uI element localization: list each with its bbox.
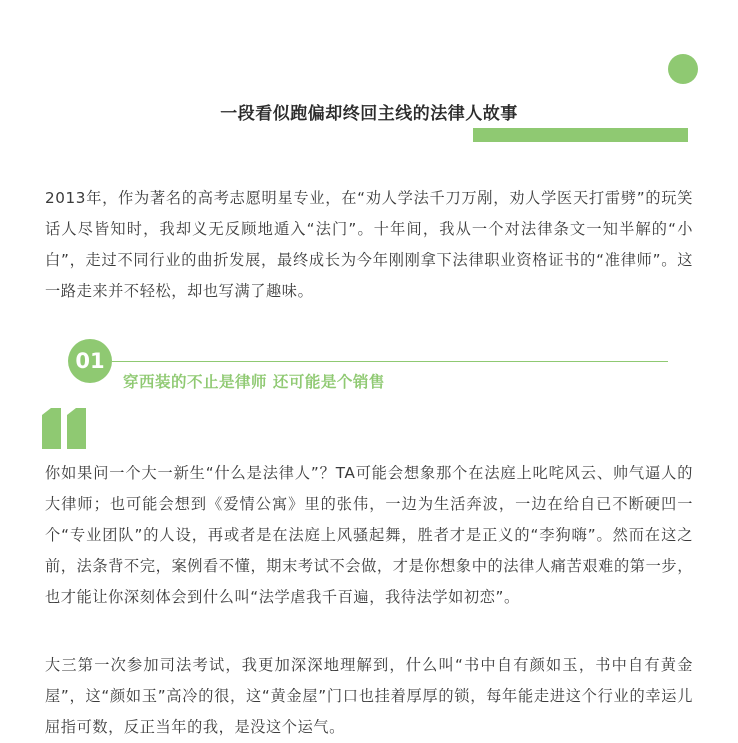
intro-paragraph: 2013年，作为著名的高考志愿明星专业，在“劝人学法千刀万剐，劝人学医天打雷劈”的玩笑话人尽皆知时，我却义无反顾地遁入“法门”。十年间，我从一个对法律条文一知半解的“小白”，走过不同行业的曲折发展，最终成长为今年刚刚拿下法律职业资格证书的“准律师”。这一路走来并不轻松，却也写满了趣味。 xyxy=(45,189,693,300)
section-title: 穿西装的不止是律师 还可能是个销售 xyxy=(123,373,385,391)
double-quote-icon xyxy=(40,405,90,451)
section-paragraph: 你如果问一个大一新生“什么是法律人”？TA可能会想象那个在法庭上叱咤风云、帅气逼人的大律师；也可能会想到《爱情公寓》里的张伟，一边为生活奔波，一边在给自已不断硬凹一个“专业团队”的人设，再或者是在法庭上风骚起舞，胜者才是正义的“李狗嗨”。然而在这之前，法条背不完，案例看不懂，期末考试不会做，才是你想象中的法律人痛苦艰难的第一步，也才能让你深刻体会到什么叫“法学虐我千百遍，我待法学如初恋”。 xyxy=(45,464,693,606)
article-title: 一段看似跑偏却终回主线的法律人故事 xyxy=(220,104,518,125)
section-paragraph: 大三第一次参加司法考试，我更加深深地理解到，什么叫“书中自有颜如玉，书中自有黄金屋”，这“颜如玉”高冷的很，这“黄金屋”门口也挂着厚厚的锁，每年能走进这个行业的幸运儿屈指可数，反正当年的我，是没这个运气。 xyxy=(45,656,693,736)
section-number-badge: 01 xyxy=(68,339,112,383)
section-divider-line xyxy=(112,361,668,362)
decorative-dot xyxy=(668,54,698,84)
decorative-bar xyxy=(473,128,688,142)
